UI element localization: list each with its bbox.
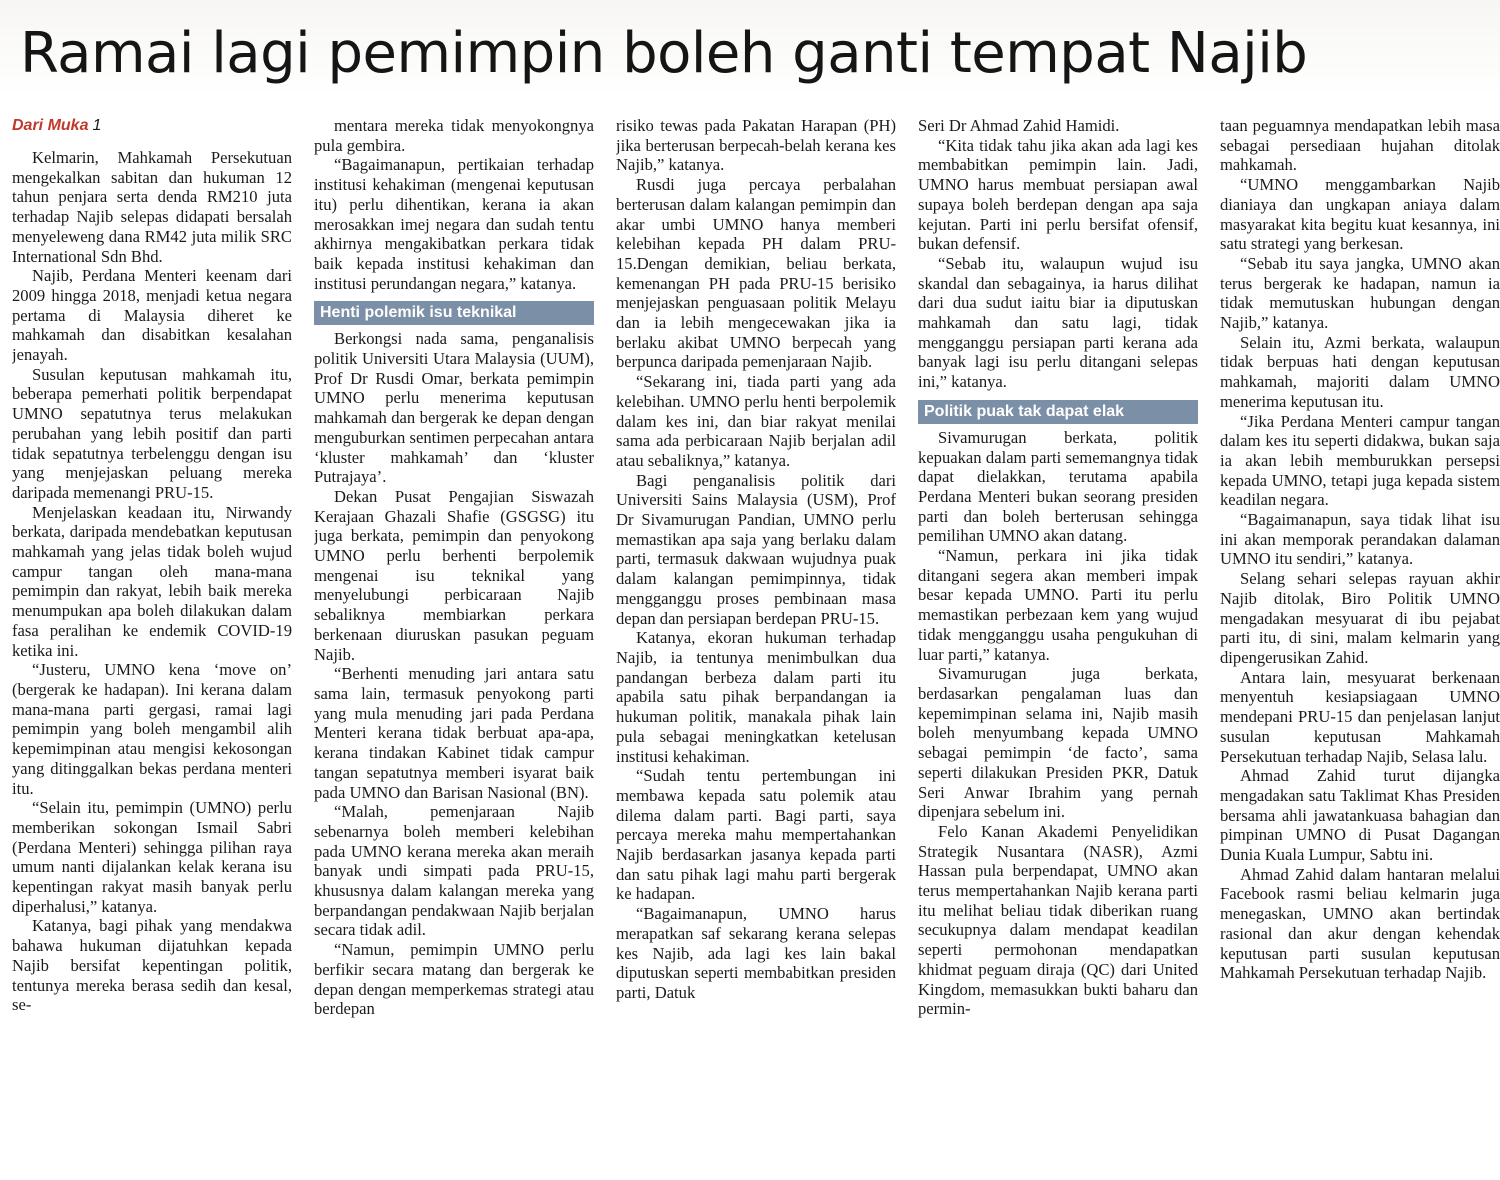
- article-paragraph: “Bagaimanapun, UMNO harus merapatkan saf sekarang kerana selepas kes Najib, ada lagi kes lain bakal diputuskan seperti membabitkan presiden parti, Datuk: [616, 904, 896, 1002]
- article-paragraph: Katanya, bagi pihak yang mendakwa bahawa hukuman dijatuhkan kepada Najib bersifat kepentingan politik, tentunya mereka berasa sedih dan kesal, se-: [12, 916, 292, 1015]
- article-paragraph: “Selain itu, pemimpin (UMNO) perlu memberikan sokongan Ismail Sabri (Perdana Menteri) sehingga pilihan raya umum nanti dijalankan kelak kerana isu kepentingan rakyat masih banyak perlu diperhalusi,” katanya.: [12, 798, 292, 916]
- kicker-label: Dari Muka: [12, 117, 89, 134]
- article-paragraph: “Sebab itu, walaupun wujud isu skandal dan sebagainya, ia harus dilihat dari dua sudut iaitu biar ia diputuskan mahkamah dan satu lagi, tidak mengganggu persiapan parti kerana ada banyak lagi isu perlu ditangani selepas ini,” katanya.: [918, 253, 1198, 392]
- section-subheading: Henti polemik isu teknikal: [314, 301, 594, 325]
- article-paragraph: “Namun, perkara ini jika tidak ditangani segera akan memberi impak besar kepada UMNO. Parti itu perlu memastikan perbezaan kem yang wujud tidak mengganggu usaha pengukuhan di luar parti,” katanya.: [918, 546, 1198, 664]
- article-column-2: [314, 116, 594, 1176]
- article-paragraph: Sivamurugan berkata, politik kepuakan dalam parti sememangnya tidak dapat dielakkan, terutama apabila Perdana Menteri bukan seorang presiden parti dan boleh berterusan sehingga pemilihan UMNO akan datang.: [918, 427, 1198, 546]
- article-paragraph: Dekan Pusat Pengajian Siswazah Kerajaan Ghazali Shafie (GSGSG) itu juga berkata, pemimpin dan penyokong UMNO perlu berhenti berpolemik mengenai isu teknikal yang menyelubungi perbicaraan Najib sebaliknya membiarkan perkara berkenaan diuruskan pasukan peguam Najib.: [314, 486, 594, 664]
- article-paragraph: Rusdi juga percaya perbalahan berterusan dalam kalangan pemimpin dan akar umbi UMNO hanya memberi kelebihan kepada PH dalam PRU-15.Dengan demikian, beliau berkata, kemenangan PH pada PRU-15 berisiko menjejaskan penguasaan politik Melayu dan ia lebih mengecewakan jika ia berlaku akibat UMNO berpecah yang berpunca daripada pemenjaraan Najib.: [616, 175, 896, 372]
- article-paragraph: “Sebab itu saya jangka, UMNO akan terus bergerak ke hadapan, namun ia tidak memutuskan hubungan dengan Najib,” katanya.: [1220, 253, 1500, 333]
- article-paragraph: Bagi penganalisis politik dari Universiti Sains Malaysia (USM), Prof Dr Sivamurugan Pandian, UMNO perlu memastikan apa saja yang berlaku dalam parti, termasuk dakwaan wujudnya puak dalam kalangan pemimpinnya, tidak mengganggu proses pembinaan masa depan dan persiapan berdepan PRU-15.: [616, 470, 896, 628]
- article-columns: [12, 116, 1500, 1176]
- article-paragraph: Seri Dr Ahmad Zahid Hamidi.: [918, 116, 1120, 135]
- article-paragraph: Katanya, ekoran hukuman terhadap Najib, ia tentunya menimbulkan dua pandangan berbeza dalam parti itu apabila satu pihak berpandangan ia hukuman politik, manakala pihak lain pula sebagai meningkatkan ketelusan institusi kehakiman.: [616, 628, 896, 766]
- article-paragraph: Ahmad Zahid dalam hantaran melalui Facebook rasmi beliau kelmarin juga menegaskan, UMNO akan bertindak rasional dan akur dengan kehendak keputusan parti susulan keputusan Mahkamah Persekutuan terhadap Najib.: [1220, 864, 1500, 983]
- article-paragraph: “Kita tidak tahu jika akan ada lagi kes membabitkan pemimpin lain. Jadi, UMNO harus membuat persiapan awal supaya boleh berdepan dengan apa saja kejutan. Parti ini perlu bersifat ofensif, bukan defensif.: [918, 135, 1198, 254]
- article-paragraph: taan peguamnya mendapatkan lebih masa sebagai persediaan hujahan ditolak mahkamah.: [1220, 116, 1500, 175]
- article-paragraph: “Bagaimanapun, pertikaian terhadap institusi kehakiman (mengenai keputusan itu) perlu dihentikan, kerana ia akan merosakkan imej negara dan sudah tentu akhirnya mengakibatkan perkara tidak baik kepada institusi kehakiman dan institusi perundangan negara,” katanya.: [314, 155, 594, 293]
- article-paragraph: Menjelaskan keadaan itu, Nirwandy berkata, daripada mendebatkan keputusan mahkamah yang jelas tidak boleh wujud campur tangan oleh mana-mana pemimpin dan rakyat, lebih baik mereka menumpukan apa boleh dilakukan dalam fasa peralihan ke endemik COVID-19 ketika ini.: [12, 502, 292, 660]
- article-paragraph: “Namun, pemimpin UMNO perlu berfikir secara matang dan bergerak ke depan dengan memperkemas strategi atau berdepan: [314, 940, 594, 1019]
- article-paragraph: “Berhenti menuding jari antara satu sama lain, termasuk penyokong parti yang mula menuding jari pada Perdana Menteri kerana tidak berbuat apa-apa, kerana tindakan Kabinet tidak campur tangan sepatutnya memberi isyarat baik pada UMNO dan Barisan Nasional (BN).: [314, 664, 594, 802]
- article-column-1: [12, 116, 292, 1176]
- article-paragraph: “Justeru, UMNO kena ‘move on’ (bergerak ke hadapan). Ini kerana dalam mana-mana parti gergasi, ramai lagi pemimpin yang boleh mengambil alih kepemimpinan atau mengisi kekosongan yang ditinggalkan bekas perdana menteri itu.: [12, 660, 292, 798]
- article-paragraph: “Sekarang ini, tiada parti yang ada kelebihan. UMNO perlu henti berpolemik dalam kes ini, dan biar rakyat menilai sama ada perbicaraan Najib berjalan adil atau sebaliknya,” katanya.: [616, 372, 896, 470]
- article-paragraph: mentara mereka tidak menyokongnya pula gembira.: [314, 116, 594, 155]
- article-paragraph: “Bagaimanapun, saya tidak lihat isu ini akan memporak perandakan dalaman UMNO itu sendiri,” katanya.: [1220, 510, 1500, 569]
- article-paragraph: Susulan keputusan mahkamah itu, beberapa pemerhati politik berpendapat UMNO sepatutnya terus melakukan perubahan yang lebih positif dan parti tidak sepatutnya terbelenggu dengan isu yang menjejaskan peluang mereka daripada memenangi PRU-15.: [12, 364, 292, 502]
- article-paragraph: Felo Kanan Akademi Penyelidikan Strategik Nusantara (NASR), Azmi Hassan pula berpendapat, UMNO akan terus mempertahankan Najib kerana parti itu melihat beliau tidak diberikan ruang secukupnya dalam mendapat keadilan seperti permohonan mendapatkan khidmat peguam diraja (QC) dari United Kingdom, memasukkan bukti baharu dan permin-: [918, 821, 1198, 1019]
- article-paragraph: “Sudah tentu pertembungan ini membawa kepada satu polemik atau dilema dalam parti. Bagi parti, saya percaya mereka mahu mempertahankan Najib berdasarkan jasanya kepada parti dan satu pihak lagi mahu parti bergerak ke hadapan.: [616, 766, 896, 904]
- article-paragraph: Berkongsi nada sama, penganalisis politik Universiti Utara Malaysia (UUM), Prof Dr Rusdi Omar, berkata pemimpin UMNO perlu menerima keputusan mahkamah dan bergerak ke depan dengan menguburkan sentimen perpecahan antara ‘kluster mahkamah’ dan ‘kluster Putrajaya’.: [314, 329, 594, 487]
- article-paragraph: Kelmarin, Mahkamah Persekutuan mengekalkan sabitan dan hukuman 12 tahun penjara serta denda RM210 juta terhadap Najib selepas didapati bersalah menyeleweng dana RM42 juta milik SRC International Sdn Bhd.: [12, 148, 292, 266]
- kicker-page-number: 1: [92, 117, 102, 134]
- article-paragraph: Selang sehari selepas rayuan akhir Najib ditolak, Biro Politik UMNO mengadakan mesyuarat di ibu pejabat parti itu, di sini, malam kelmarin yang dipengerusikan Zahid.: [1220, 569, 1500, 667]
- article-paragraph: Najib, Perdana Menteri keenam dari 2009 hingga 2018, menjadi ketua negara pertama di Malaysia diheret ke mahkamah dan disabitkan kesalahan jenayah.: [12, 266, 292, 365]
- article-paragraph: “Malah, pemenjaraan Najib sebenarnya boleh memberi kelebihan pada UMNO kerana mereka akan meraih banyak undi simpati pada PRU-15, khususnya dalam kalangan mereka yang berpandangan pendakwaan Najib berjalan secara tidak adil.: [314, 802, 594, 940]
- article-paragraph: Sivamurugan juga berkata, berdasarkan pengalaman luas dan kepemimpinan selama ini, Najib masih boleh menyumbang kepada UMNO sebagai pemimpin ‘de facto’, sama seperti dilakukan Presiden PKR, Datuk Seri Anwar Ibrahim yang pernah dipenjara sebelum ini.: [918, 664, 1198, 822]
- article-column-5: [1220, 116, 1500, 1176]
- section-subheading: Politik puak tak dapat elak: [918, 400, 1198, 424]
- article-column-3: [616, 116, 896, 1176]
- article-paragraph: risiko tewas pada Pakatan Harapan (PH) jika berterusan berpecah-belah kerana kes Najib,” katanya.: [616, 116, 896, 175]
- article-paragraph: Antara lain, mesyuarat berkenaan menyentuh kesiapsiagaan UMNO mendepani PRU-15 dan penjelasan lanjut susulan keputusan Mahkamah Persekutuan terhadap Najib, Selasa lalu.: [1220, 667, 1500, 766]
- article-column-4: [918, 116, 1198, 1176]
- continued-from-kicker: [12, 116, 292, 136]
- article-paragraph: “UMNO menggambarkan Najib dianiaya dan ungkapan aniaya dalam masyarakat kita begitu kuat kesannya, ini satu strategi yang berkesan.: [1220, 175, 1500, 254]
- article-paragraph: Ahmad Zahid turut dijangka mengadakan satu Taklimat Khas Presiden bersama ahli jawatankuasa bahagian dan pimpinan UMNO di Pusat Dagangan Dunia Kuala Lumpur, Sabtu ini.: [1220, 766, 1500, 865]
- article-headline: Ramai lagi pemimpin boleh ganti tempat Najib: [20, 21, 1308, 86]
- article-paragraph: “Jika Perdana Menteri campur tangan dalam kes itu seperti didakwa, bukan saja ia akan lebih memburukkan persepsi kepada UMNO, tetapi juga kepada sistem keadilan negara.: [1220, 411, 1500, 510]
- article-paragraph: Selain itu, Azmi berkata, walaupun tidak berpuas hati dengan keputusan mahkamah, majoriti dalam UMNO menerima keputusan itu.: [1220, 332, 1500, 411]
